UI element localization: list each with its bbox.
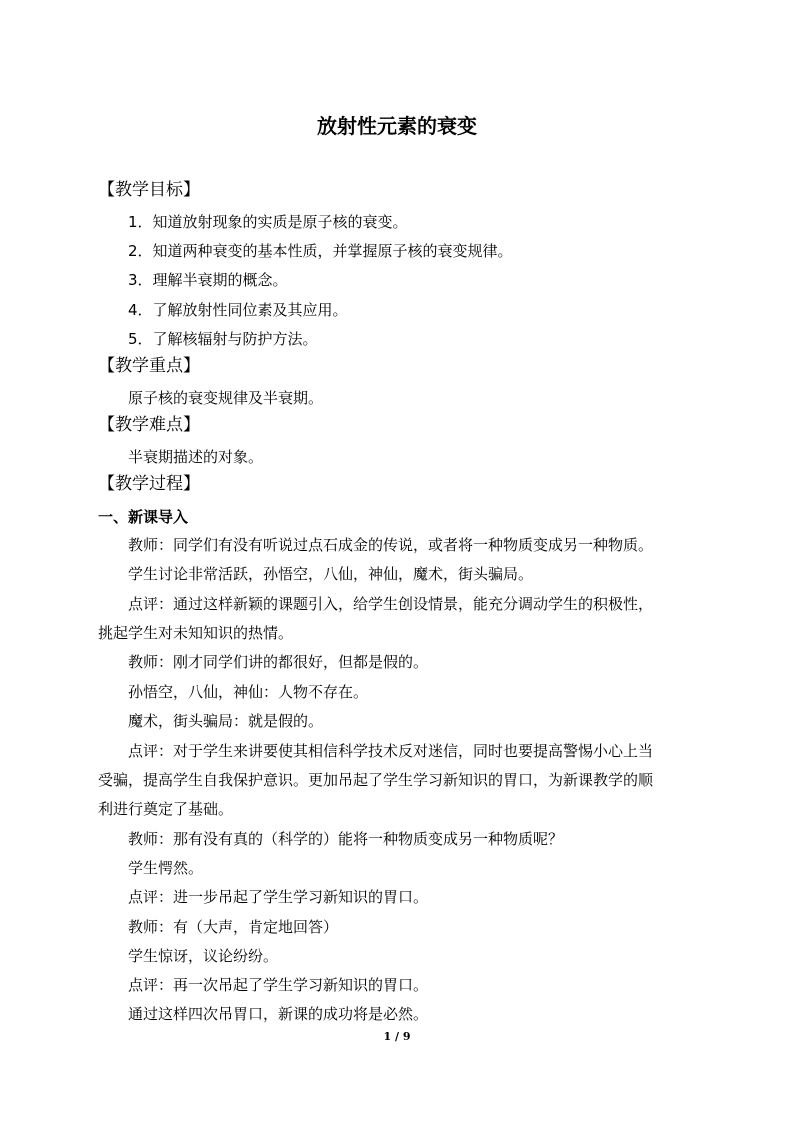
process-paragraph: 点评：进一步吊起了学生学习新知识的胃口。 xyxy=(128,888,429,906)
process-paragraph: 点评：对于学生来讲要使其相信科学技术反对迷信，同时也要提高警惕小心上当 xyxy=(128,742,654,760)
goal-item: 4．了解放射性同位素及其应用。 xyxy=(128,301,348,319)
key-points-text: 原子核的衰变规律及半衰期。 xyxy=(128,389,324,407)
goal-item: 2．知道两种衰变的基本性质，并掌握原子核的衰变规律。 xyxy=(128,242,513,260)
process-paragraph: 点评：再一次吊起了学生学习新知识的胃口。 xyxy=(128,976,429,994)
goal-item: 1．知道放射现象的实质是原子核的衰变。 xyxy=(128,213,408,231)
section-heading-key-points: 【教学重点】 xyxy=(98,356,200,376)
process-paragraph: 学生愕然。 xyxy=(128,859,204,877)
process-paragraph: 教师：有（大声，肯定地回答） xyxy=(128,918,339,936)
process-paragraph: 孙悟空，八仙，神仙：人物不存在。 xyxy=(128,683,369,701)
process-paragraph: 学生惊讶，议论纷纷。 xyxy=(128,947,279,965)
process-paragraph: 教师：同学们有没有听说过点石成金的传说，或者将一种物质变成另一种物质。 xyxy=(128,536,654,554)
process-paragraph: 点评：通过这样新颖的课题引入，给学生创设情景，能充分调动学生的积极性， xyxy=(128,595,654,613)
page-number: 1 / 9 xyxy=(383,1030,411,1043)
process-paragraph: 教师：那有没有真的（科学的）能将一种物质变成另一种物质呢？ xyxy=(128,830,564,848)
process-paragraph: 学生讨论非常活跃，孙悟空，八仙，神仙，魔术，街头骗局。 xyxy=(128,565,534,583)
process-paragraph: 通过这样四次吊胃口，新课的成功将是必然。 xyxy=(128,1005,429,1023)
section-heading-difficulties: 【教学难点】 xyxy=(98,415,200,435)
difficulties-text: 半衰期描述的对象。 xyxy=(128,448,264,466)
process-paragraph: 受骗，提高学生自我保护意识。更加吊起了学生学习新知识的胃口，为新课教学的顺 xyxy=(98,771,654,789)
process-paragraph: 魔术，街头骗局：就是假的。 xyxy=(128,712,324,730)
process-paragraph: 挑起学生对未知知识的热情。 xyxy=(98,624,294,642)
process-paragraph: 利进行奠定了基础。 xyxy=(98,800,234,818)
section-heading-goals: 【教学目标】 xyxy=(98,180,200,200)
process-paragraph: 教师：刚才同学们讲的都很好，但都是假的。 xyxy=(128,653,429,671)
goal-item: 5．了解核辐射与防护方法。 xyxy=(128,330,318,348)
section-heading-process: 【教学过程】 xyxy=(98,474,200,494)
process-subheading: 一、新课导入 xyxy=(98,508,189,526)
goal-item: 3．理解半衰期的概念。 xyxy=(128,271,288,289)
document-title: 放射性元素的衰变 xyxy=(317,114,477,138)
